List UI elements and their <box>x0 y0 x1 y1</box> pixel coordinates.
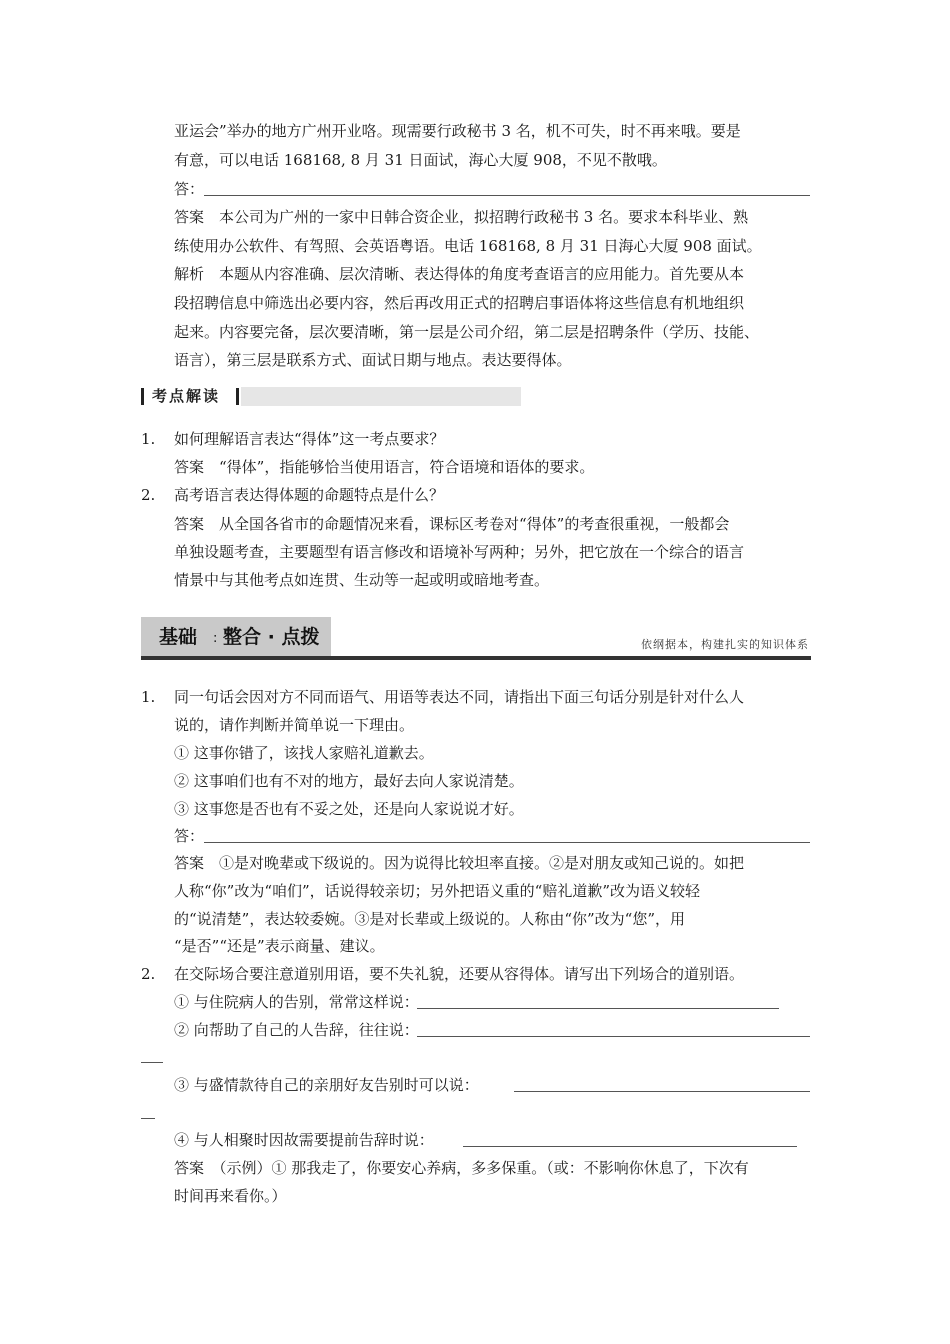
answer-line: 练使用办公软件、有驾照、会英语粤语。电话 168168, 8 月 31 日海心大厦 908 面试。 <box>174 237 762 255</box>
answer-line: 答案 （示例）① 那我走了，你要安心养病，多多保重。（或：不影响你休息了，下次有 <box>174 1159 749 1177</box>
section-title-b: 整合 · 点拨 <box>223 626 320 648</box>
section-header-kaodian <box>141 387 521 406</box>
section-title-a: 基础 <box>159 626 198 648</box>
answer-blank[interactable] <box>204 195 810 196</box>
section-header-jichu <box>141 617 811 661</box>
answer-line: 答案 从全国各省市的命题情况来看，课标区考卷对“得体”的考查很重视，一般都会 <box>174 515 730 533</box>
answer-blank[interactable] <box>204 842 810 843</box>
explanation-line: 段招聘信息中筛选出必要内容，然后再改用正式的招聘启事语体将这些信息有机地组织 <box>174 294 745 312</box>
answer-prompt: 答： <box>174 180 205 198</box>
header-bar-left <box>141 388 144 405</box>
item-number: 2. <box>141 965 156 983</box>
fill-blank[interactable] <box>463 1146 797 1147</box>
fill-blank-continuation[interactable] <box>141 1118 155 1119</box>
fill-blank[interactable] <box>417 1036 810 1037</box>
fill-item: ① 与住院病人的告别，常常这样说： <box>174 993 419 1011</box>
answer-line: 答案 “得体”，指能够恰当使用语言，符合语境和语体的要求。 <box>174 458 595 476</box>
question-line: 说的，请作判断并简单说一下理由。 <box>174 716 415 734</box>
section-subtitle: 依纲据本，构建扎实的知识体系 <box>641 638 809 651</box>
explanation-line: 语言），第三层是联系方式、面试日期与地点。表达要得体。 <box>174 351 572 369</box>
header-shade <box>241 387 521 406</box>
answer-line: 时间再来看你。） <box>174 1187 287 1205</box>
answer-line: 情景中与其他考点如连贯、生动等一起或明或暗地考查。 <box>174 571 550 589</box>
section-title: 考点解读 <box>152 387 221 405</box>
explanation-line: 解析 本题从内容准确、层次清晰、表达得体的角度考查语言的应用能力。首先要从本 <box>174 265 745 283</box>
section-title-colon: : <box>213 631 218 646</box>
fill-blank-continuation[interactable] <box>141 1062 163 1063</box>
answer-line: 的“说清楚”，表达较委婉。③是对长辈或上级说的。人称由“你”改为“您”，用 <box>174 910 686 928</box>
answer-line: 答案 本公司为广州的一家中日韩合资企业，拟招聘行政秘书 3 名。要求本科毕业、熟 <box>174 208 749 226</box>
item-number: 1. <box>141 430 156 448</box>
fill-item: ④ 与人相聚时因故需要提前告辞时说： <box>174 1131 434 1149</box>
fill-item: ③ 与盛情款待自己的亲朋好友告别时可以说： <box>174 1076 479 1094</box>
answer-line: “是否”“还是”表示商量、建议。 <box>174 937 385 955</box>
header-bar-right <box>236 388 239 405</box>
item-number: 1. <box>141 688 156 706</box>
item-number: 2. <box>141 486 156 504</box>
fill-blank[interactable] <box>514 1091 810 1092</box>
question-line: 高考语言表达得体题的命题特点是什么？ <box>174 486 445 504</box>
question-text-line: 亚运会”举办的地方广州开业咯。现需要行政秘书 3 名，机不可失，时不再来哦。要是 <box>174 122 741 140</box>
sentence-item: ③ 这事您是否也有不妥之处，还是向人家说说才好。 <box>174 800 524 818</box>
answer-line: 人称“你”改为“咱们”，话说得较亲切；另外把语义重的“赔礼道歉”改为语义较轻 <box>174 882 701 900</box>
explanation-line: 起来。内容要完备，层次要清晰，第一层是公司介绍，第二层是招聘条件（学历、技能、 <box>174 323 760 341</box>
question-text-line: 有意，可以电话 168168, 8 月 31 日面试，海心大厦 908，不见不散哦。 <box>174 151 667 169</box>
answer-prompt: 答： <box>174 827 205 845</box>
question-line: 如何理解语言表达“得体”这一考点要求？ <box>174 430 445 448</box>
answer-line: 答案 ①是对晚辈或下级说的。因为说得比较坦率直接。②是对朋友或知己说的。如把 <box>174 854 745 872</box>
question-line: 同一句话会因对方不同而语气、用语等表达不同，请指出下面三句话分别是针对什么人 <box>174 688 745 706</box>
sentence-item: ① 这事你错了，该找人家赔礼道歉去。 <box>174 744 434 762</box>
question-line: 在交际场合要注意道别用语，要不失礼貌，还要从容得体。请写出下列场合的道别语。 <box>174 965 745 983</box>
header-rule <box>141 656 811 660</box>
fill-blank[interactable] <box>417 1008 779 1009</box>
fill-item: ② 向帮助了自己的人告辞，往往说： <box>174 1021 419 1039</box>
sentence-item: ② 这事咱们也有不对的地方，最好去向人家说清楚。 <box>174 772 524 790</box>
answer-line: 单独设题考查，主要题型有语言修改和语境补写两种；另外，把它放在一个综合的语言 <box>174 543 745 561</box>
